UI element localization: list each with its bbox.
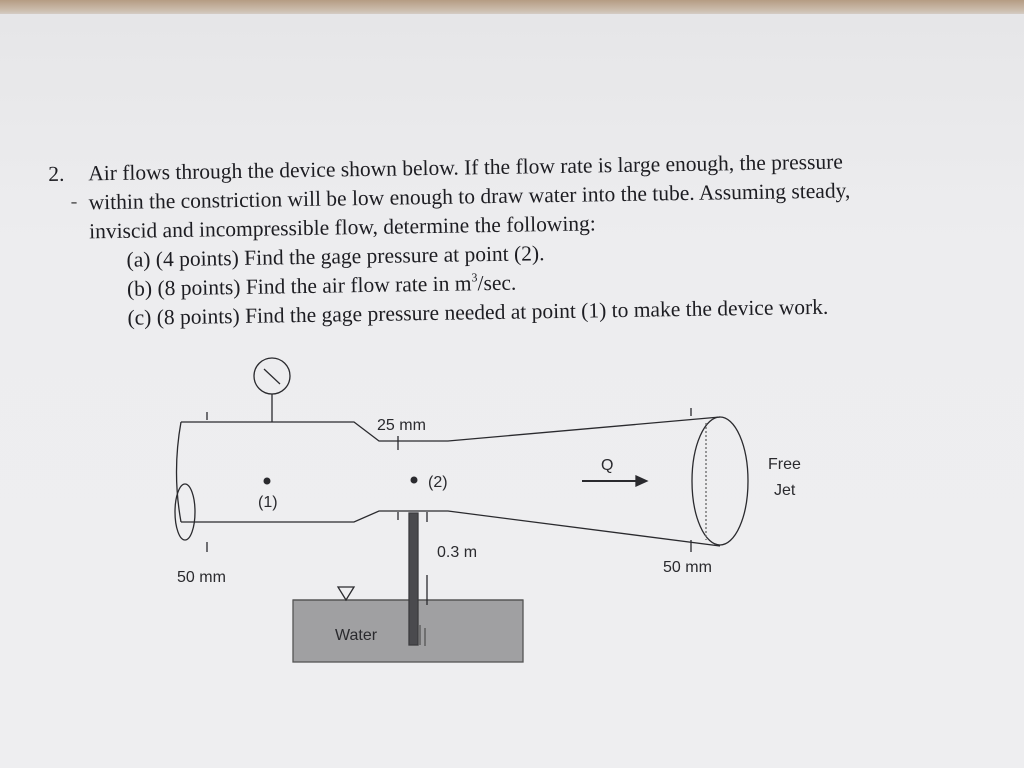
point-2-dot: [411, 477, 418, 484]
free-jet-label-2: Jet: [774, 482, 796, 499]
water-tank: [293, 600, 523, 662]
flow-label: Q: [601, 457, 614, 474]
problem-number: 2.: [48, 161, 65, 186]
inlet-diameter-label: 50 mm: [177, 569, 226, 586]
part-b-unit: /sec.: [477, 270, 517, 296]
statement-line-1: Air flows through the device shown below. If the flow rate is large enough, the pressure: [88, 149, 843, 186]
statement-line-3: inviscid and incompressible flow, determine the following:: [88, 211, 596, 244]
part-b-exponent: 3: [471, 270, 478, 285]
part-a: (a) (4 points) Find the gage pressure at point (2).: [126, 241, 545, 272]
gauge-needle: [264, 369, 280, 384]
inlet-ellipse: [175, 484, 195, 540]
water-label: Water: [335, 627, 378, 644]
outlet-diameter-label: 50 mm: [663, 559, 712, 576]
statement-line-2: within the constriction will be low enough to draw water into the tube. Assuming steady,: [88, 178, 851, 215]
part-c: (c) (8 points) Find the gage pressure needed at point (1) to make the device work.: [127, 294, 829, 330]
point-1-label: (1): [258, 494, 278, 511]
free-surface-icon: [338, 587, 354, 600]
point-1-dot: [264, 478, 271, 485]
outlet-ellipse: [692, 417, 748, 545]
part-b-text: (b) (8 points) Find the air flow rate in m: [126, 271, 472, 301]
tube-height-label: 0.3 m: [437, 544, 478, 561]
free-jet-label-1: Free: [768, 456, 801, 473]
margin-dash: -: [70, 190, 78, 213]
point-2-label: (2): [428, 474, 448, 491]
suction-tube: [409, 513, 418, 645]
throat-diameter-label: 25 mm: [377, 417, 426, 434]
flow-arrow-head: [636, 476, 647, 486]
